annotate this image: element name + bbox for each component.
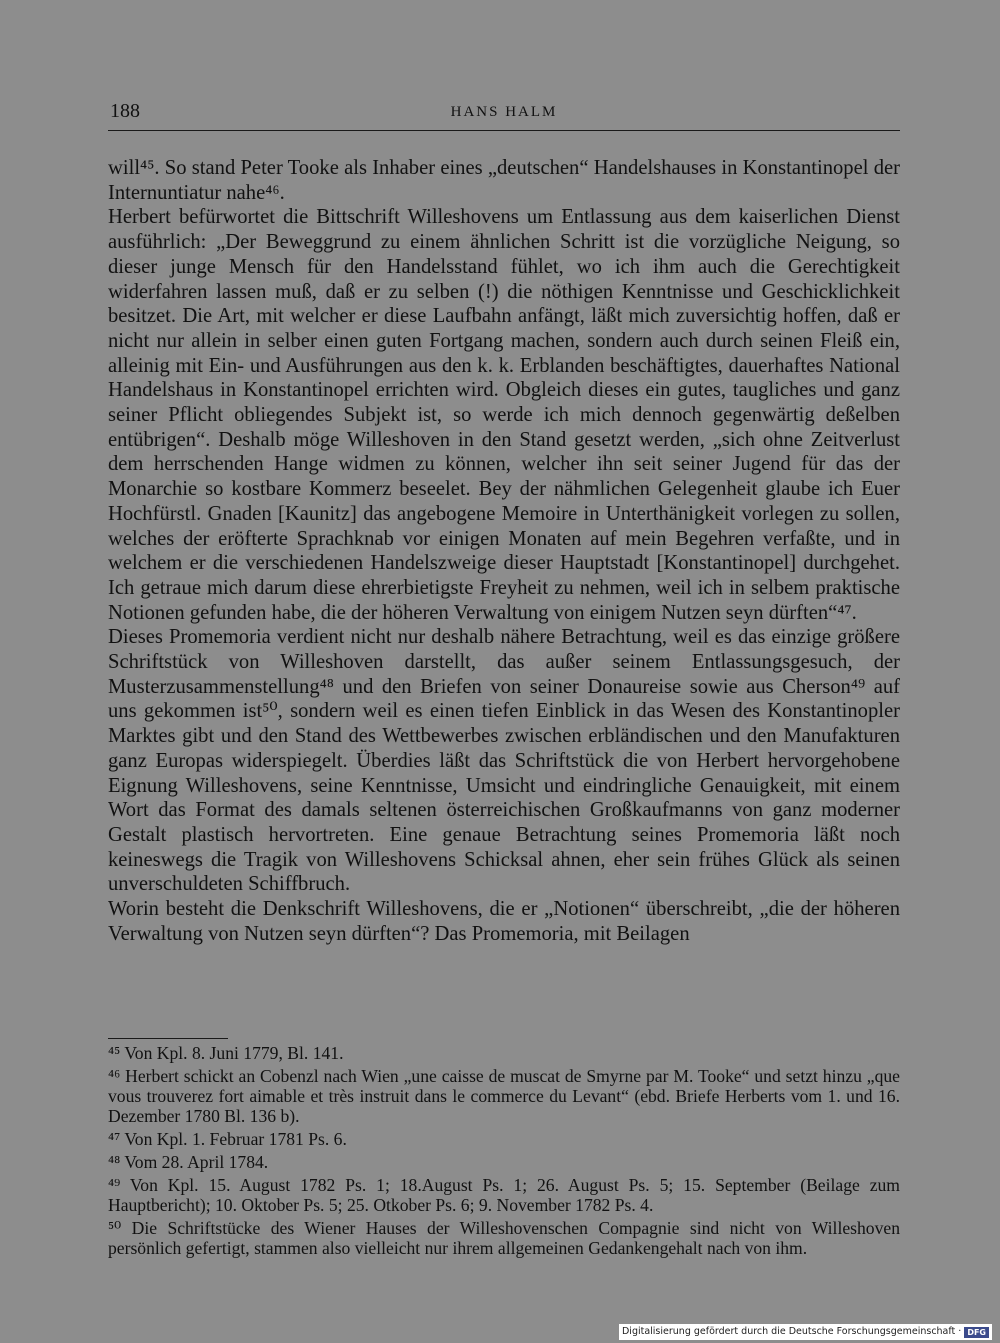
paragraph: will⁴⁵. So stand Peter Tooke als Inhaber eines „deutschen“ Handelshauses in Konstantinopel der Internuntiatur nahe⁴⁶. [108,157,900,204]
paragraph: Dieses Promemoria verdient nicht nur deshalb nähere Betrachtung, weil es das einzige größere Schriftstück von Willeshoven darstellt, das außer seinem Entlassungsgesuch, der Musterzusammenstellung⁴⁸ und den Briefen von seiner Donaureise sowie aus Cherson⁴⁹ auf uns gekommen ist⁵⁰, sondern weil es einen tiefen Einblick in das Wesen des Konstantinopler Marktes gibt und den Stand des Wettbewerbes zwischen erbländischen und den Manufakturen ganz Europas widerspiegelt. Überdies läßt das Schriftstück die von Herbert hervorgehobene Eignung Willeshovens, seine Kenntnisse, Umsicht und eindringliche Genauigkeit, mit einem Wort das Format des damals seltenen österreichischen Großkaufmanns von ganz moderner Gestalt plastisch hervortreten. Eine genaue Betrachtung seines Promemoria läßt noch keineswegs die Tragik von Willeshovens Schicksal ahnen, eher sein frühes Glück als seinen unverschuldeten Schiffbruch. [108,626,900,896]
footnote: ⁴⁷ Von Kpl. 1. Februar 1781 Ps. 6. [108,1129,347,1149]
footnote: ⁴⁹ Von Kpl. 15. August 1782 Ps. 1; 18.August Ps. 1; 26. August Ps. 5; 15. September (Beilage zum Hauptbericht); 10. Oktober Ps. 5; 25. Otkober Ps. 6; 9. November 1782 Ps. 4. [108,1175,900,1215]
running-head: HANS HALM [450,104,558,120]
footnote: ⁴⁸ Vom 28. April 1784. [108,1152,269,1172]
paragraph: Worin besteht die Denkschrift Willeshovens, die er „Notionen“ überschreibt, „die der höheren Verwaltung von Nutzen seyn dürften“? Das Promemoria, mit Beilagen [108,898,900,945]
footnote: ⁵⁰ Die Schriftstücke des Wiener Hauses der Willeshovenschen Compagnie sind nicht von Willeshoven persönlich gefertigt, stammen also vielleicht nur ihrem allgemeinen Gedankengehalt nach von ihm. [108,1218,900,1258]
page-number: 188 [110,100,140,122]
dfg-logo-icon: DFG [964,1327,989,1338]
footnotes [108,1043,900,1261]
footnote: ⁴⁶ Herbert schickt an Cobenzl nach Wien „une caisse de muscat de Smyrne par M. Tooke“ und setzt hinzu „que vous trouverez fort aimable et très instruit dans le commerce du Levant“ (ebd. Briefe Herberts vom 1. und 16. Dezember 1780 Bl. 136 b). [108,1066,900,1126]
footnote-divider [108,1038,228,1039]
credit-text: Digitalisierung gefördert durch die Deutsche Forschungsgemeinschaft · [621,1326,962,1337]
body-text [108,156,900,947]
digitization-credit [619,1324,992,1340]
footnote: ⁴⁵ Von Kpl. 8. Juni 1779, Bl. 141. [108,1043,344,1063]
paragraph: Herbert befürwortet die Bittschrift Willeshovens um Entlassung aus dem kaiserlichen Dienst ausführlich: „Der Beweggrund zu einem ähnlichen Schritt ist die vorzügliche Neigung, so dieser junge Mensch für den Handelsstand fühlet, wo ich ihm auch die Gerechtigkeit widerfahren lassen muß, daß er zu selben (!) die nöthigen Kenntnisse und Geschicklichkeit besitzet. Die Art, mit welcher er diese Laufbahn anfängt, läßt mich zuversichtig hoffen, daß er nicht nur allein in selber einen guten Fortgang machen, sondern auch durch seinen Fleiß ein, alleinig mit Ein- und Ausführungen aus den k. k. Erblanden beschäftigtes, dauerhaftes National Handelshaus in Konstantinopel errichten wird. Obgleich dieses ein gutes, taugliches und ganz seiner Pflicht obliegendes Subjekt ist, so werde ich mich dennoch gegenwärtig deßelben entübrigen“. Deshalb möge Willeshoven in den Stand gesetzt werden, „sich ohne Zeitverlust dem herrschenden Hange widmen zu können, welcher ihn seit seiner Jugend für das der Monarchie so kostbare Kommerz beseelet. Bey der nähmlichen Gelegenheit glaube ich Euer Hochfürstl. Gnaden [Kaunitz] das angebogene Memoire in Unterthänigkeit vorlegen zu sollen, welches der eröfterte Sprachknab vor einigen Monaten auf mein Begehren verfaßte, und in welchem er die verschiedenen Handelszweige dieser Hauptstadt [Konstantinopel] durchgehet. Ich getraue mich darum diese ehrerbietigste Freyheit zu nehmen, weil ich in selbem praktische Notionen gefunden habe, die der höheren Verwaltung von einigem Nutzen seyn dürften“⁴⁷. [108,206,900,624]
page-header [108,98,900,131]
